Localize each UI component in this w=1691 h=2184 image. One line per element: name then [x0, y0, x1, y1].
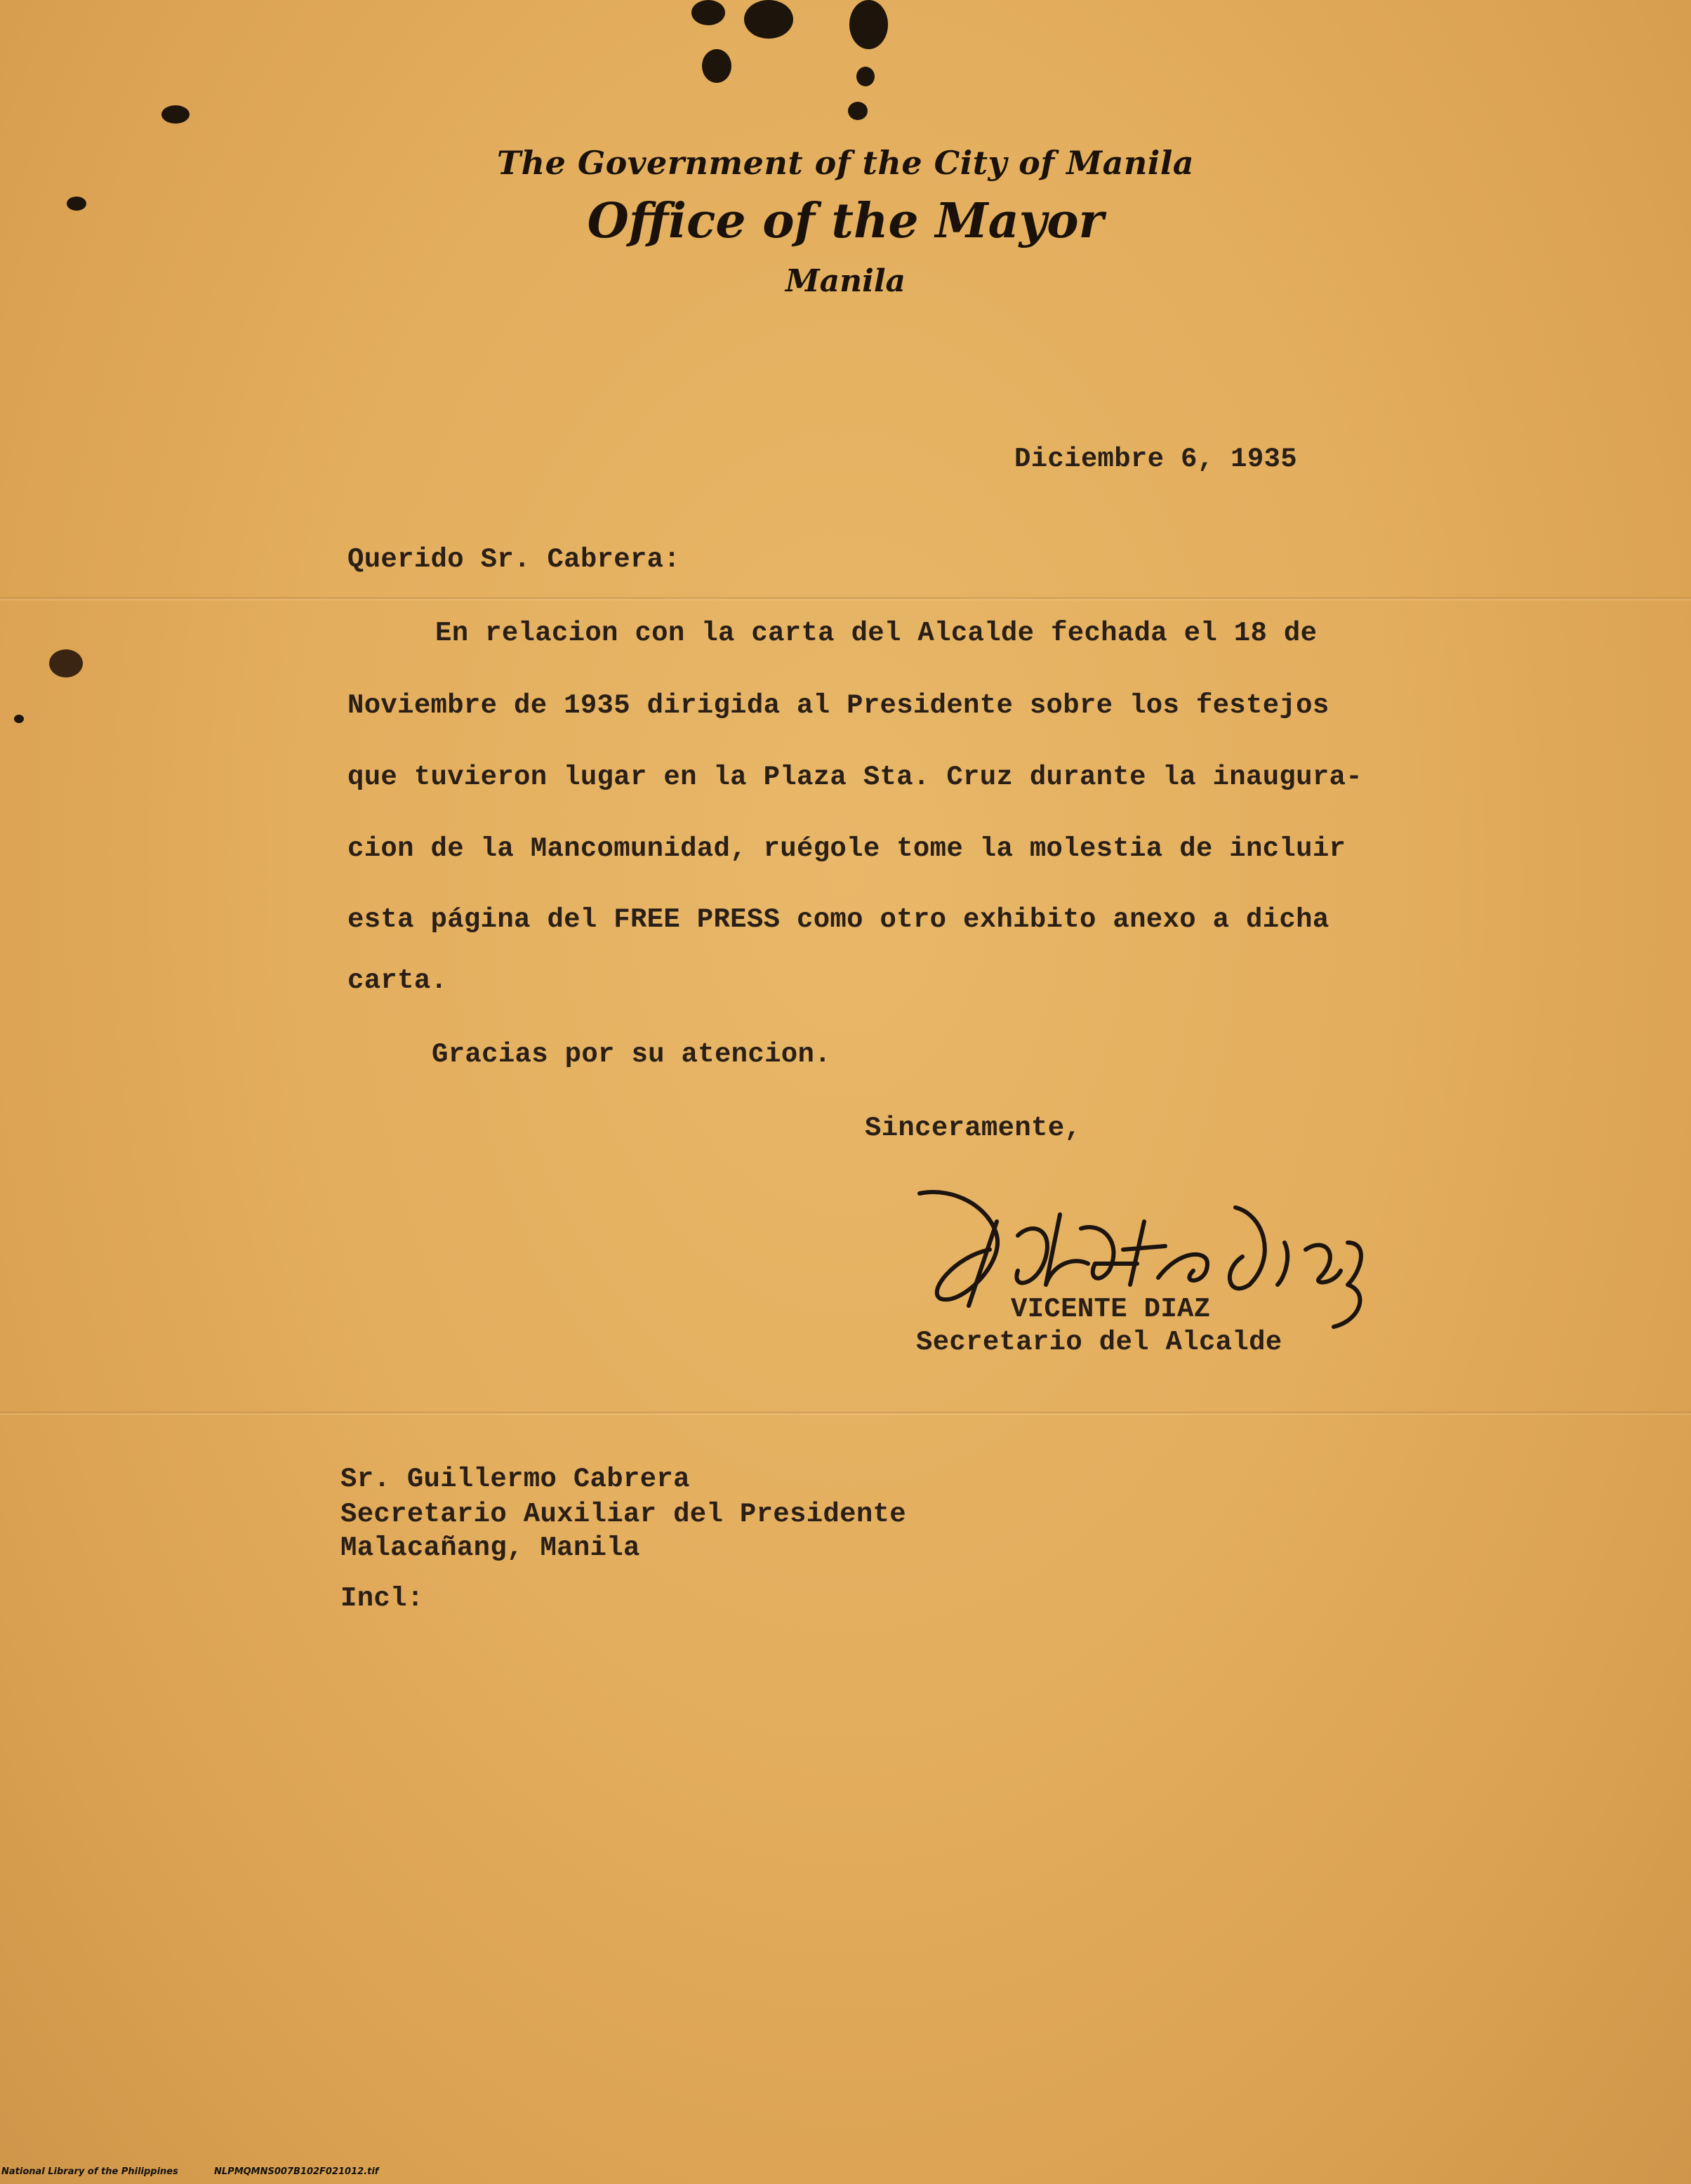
thanks-line: Gracias por su atencion. [432, 1039, 831, 1070]
recipient-name: Sr. Guillermo Cabrera [340, 1464, 690, 1495]
body-line: que tuvieron lugar en la Plaza Sta. Cruz durante la inaugura- [347, 762, 1362, 793]
closing: Sinceramente, [865, 1113, 1082, 1144]
signer-title: Secretario del Alcalde [916, 1327, 1282, 1358]
signer-name: VICENTE DIAZ [1011, 1294, 1211, 1325]
fold-line-upper [0, 597, 1691, 601]
body-line: cion de la Mancomunidad, ruégole tome la molestia de incluir [347, 833, 1346, 864]
recipient-title: Secretario Auxiliar del Presidente [340, 1499, 906, 1530]
enclosure-note: Incl: [340, 1583, 424, 1614]
footer-file-id: NLPMQMNS007B102F021012.tif [214, 2166, 379, 2177]
letter-date: Diciembre 6, 1935 [1014, 444, 1297, 475]
letterhead-government: The Government of the City of Manila [496, 144, 1195, 182]
salutation: Querido Sr. Cabrera: [347, 544, 681, 575]
fold-line-lower [0, 1411, 1691, 1415]
body-line: En relacion con la carta del Alcalde fechada el 18 de [435, 618, 1318, 649]
letterhead-office: Office of the Mayor [587, 193, 1104, 249]
body-line: carta. [347, 965, 448, 996]
recipient-address: Malacañang, Manila [340, 1533, 640, 1563]
letterhead-city: Manila [785, 263, 906, 299]
footer-library: National Library of the Philippines [1, 2166, 178, 2177]
body-line: esta página del FREE PRESS como otro exhibito anexo a dicha [347, 904, 1329, 935]
body-line: Noviembre de 1935 dirigida al Presidente sobre los festejos [347, 690, 1329, 721]
